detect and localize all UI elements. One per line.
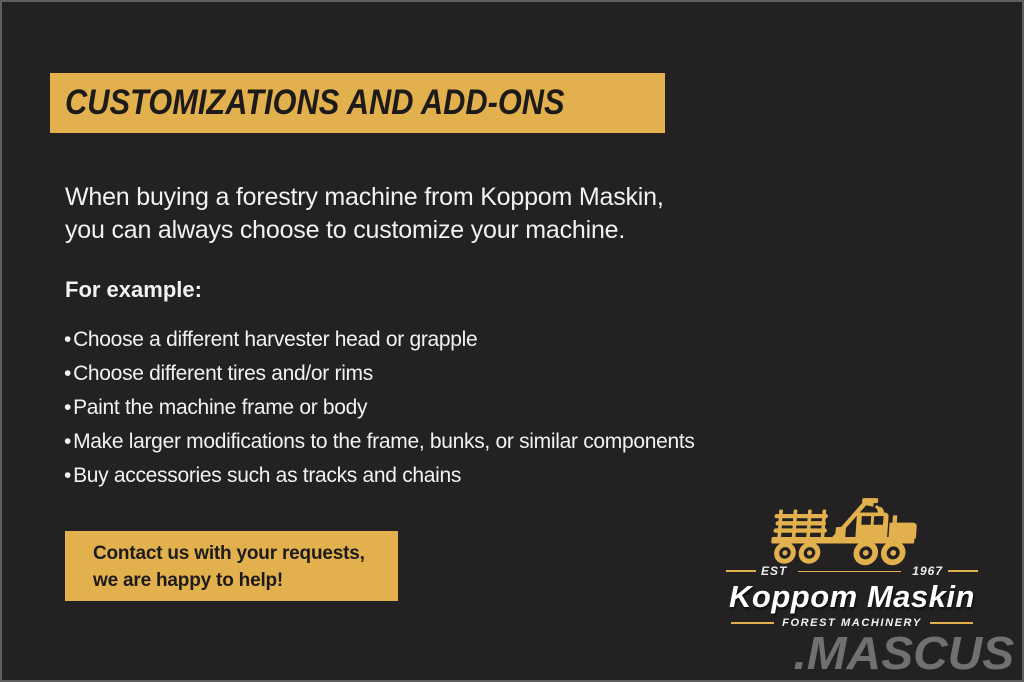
- forwarder-machine-icon: [769, 492, 935, 572]
- list-item: [64, 323, 695, 357]
- koppom-maskin-logo: [726, 492, 978, 629]
- intro-line-2: you can always choose to customize your machine.: [65, 216, 626, 244]
- intro-paragraph: [65, 181, 664, 247]
- intro-line-1: When buying a forestry machine from Koppom Maskin,: [65, 183, 664, 211]
- logo-est-row: [726, 564, 978, 578]
- list-item: [64, 459, 695, 493]
- bullet-icon: •: [64, 430, 72, 453]
- list-item-text: Paint the machine frame or body: [73, 396, 368, 419]
- title-banner: [50, 73, 665, 133]
- contact-callout: [65, 531, 398, 601]
- page-title: CUSTOMIZATIONS AND ADD-ONS: [64, 83, 565, 122]
- bullet-icon: •: [64, 464, 72, 487]
- logo-est-label: EST: [761, 564, 788, 578]
- divider-line: [731, 622, 774, 624]
- list-item-text: Buy accessories such as tracks and chains: [73, 464, 462, 487]
- list-item-text: Choose different tires and/or rims: [73, 362, 373, 385]
- logo-tagline: FOREST MACHINERY: [782, 617, 922, 629]
- divider-line: [726, 570, 756, 572]
- bullet-icon: •: [64, 396, 72, 419]
- mascus-watermark: .MASCUS: [793, 627, 1014, 679]
- examples-list: [64, 323, 695, 493]
- list-item: [64, 391, 695, 425]
- list-item: [64, 357, 695, 391]
- examples-heading: For example:: [65, 277, 202, 302]
- divider-line: [930, 622, 973, 624]
- list-item: [64, 425, 695, 459]
- divider-line: [948, 570, 978, 572]
- contact-line-2: we are happy to help!: [93, 570, 284, 591]
- divider-line: [798, 571, 901, 572]
- logo-company-name: Koppom Maskin: [729, 579, 975, 614]
- list-item-text: Choose a different harvester head or grapple: [73, 328, 478, 351]
- logo-year: 1967: [912, 564, 943, 578]
- bullet-icon: •: [64, 328, 72, 351]
- bullet-icon: •: [64, 362, 72, 385]
- contact-line-1: Contact us with your requests,: [93, 543, 365, 564]
- list-item-text: Make larger modifications to the frame, bunks, or similar components: [73, 430, 695, 453]
